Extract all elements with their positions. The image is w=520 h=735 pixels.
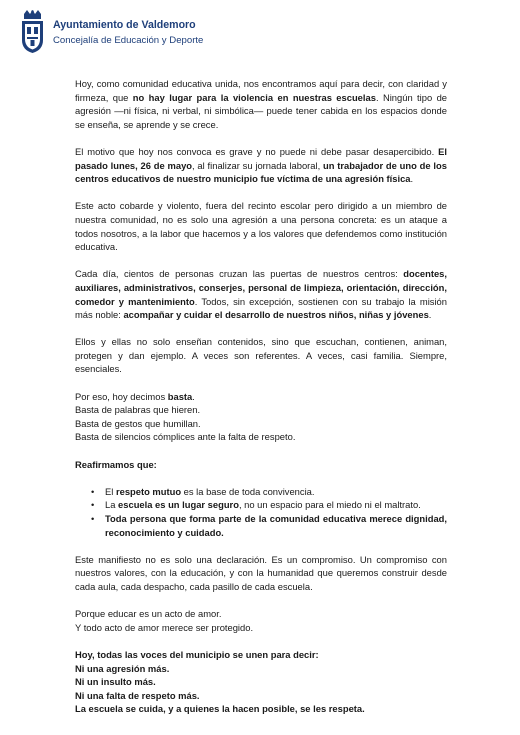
text: , no un espacio para el miedo ni el maltrato. [238,499,421,511]
basta-block [75,390,447,444]
bold-text: no hay lugar para la violencia en nuestras escuelas [132,91,376,103]
paragraph-motivo [75,145,447,186]
basta-intro [75,390,447,404]
basta-line: Basta de gestos que humillan. [75,417,201,429]
paragraph-acto [75,199,447,253]
text: Cada día, cientos de personas cruzan las puertas de nuestros centros: [75,268,404,280]
text: es la base de toda convivencia. [181,485,315,497]
reafirmamos-heading [75,458,447,472]
bullet-icon: • [91,499,95,511]
bold-text: El pasado lunes, 26 de mayo [75,145,447,171]
bold-text: un trabajador de uno de los centros educativos de nuestro municipio fue víctima de una agresión física [75,159,447,185]
closing-line: Hoy, todas las voces del municipio se unen para decir: [75,648,319,660]
text: Ellos y ellas no solo enseñan contenidos, sino que escuchan, contienen, animan, protegen y dan ejemplo. A veces son referentes. A veces, casi familia. Siempre, esenciales. [75,336,447,375]
basta-line: Basta de silencios cómplices ante la falta de respeto. [75,431,296,443]
text: Hoy, como comunidad educativa unida, nos encontramos aquí para decir, con claridad y firmeza, que [75,78,447,103]
text: . Ningún tipo de agresión —ni física, ni verbal, ni simbólica— puede tener cabida en los espacios donde se enseña, se aprende y se crece. [75,91,448,130]
amor-line: Y todo acto de amor merece ser protegido. [75,621,254,633]
closing-line: Ni un insulto más. [75,676,156,688]
bold-text: escuela es un lugar seguro [118,499,239,511]
letterhead [19,10,279,60]
closing-line: Ni una falta de respeto más. [75,689,200,701]
text: , al finalizar su jornada laboral, [192,159,324,171]
text: El motivo que hoy nos convoca es grave y no puede ni debe pasar desapercibido. [75,145,439,157]
list-item [91,512,447,539]
department-name: Concejalía de Educación y Deporte [53,35,204,46]
bold-text: respeto mutuo [115,485,182,497]
closing-block [75,648,447,716]
text: Por eso, hoy decimos [75,390,168,402]
text: . [428,309,432,321]
bullet-icon: • [91,485,95,497]
text: Este acto cobarde y violento, fuera del recinto escolar pero dirigido a un miembro de nuestra comunidad, no es solo una agresión a una persona concreta: es un ataque a todos nosotros, a la labor que hacemos y a los valores que defendemos como institución educativa. [75,200,447,253]
list-item [91,498,447,512]
manifesto-body [75,77,447,730]
text: El [105,485,116,497]
bold-text: basta [167,390,193,402]
values-list [75,485,447,539]
list-item [91,485,447,499]
paragraph-ellos [75,335,447,376]
bold-text: acompañar y cuidar el desarrollo de nuestros niños, niñas y jóvenes [123,309,429,321]
paragraph-personas [75,267,447,321]
bullet-icon: • [91,513,95,524]
amor-line: Porque educar es un acto de amor. [75,608,222,620]
paragraph-manifiesto [75,553,447,594]
amor-block [75,607,447,634]
text: . [410,173,414,185]
coat-of-arms-icon [19,10,46,54]
bold-text: Reafirmamos que: [75,458,157,470]
basta-line: Basta de palabras que hieren. [75,404,201,416]
text: La [105,499,119,511]
closing-line: La escuela se cuida, y a quienes la hacen posible, se les respeta. [75,703,365,715]
text: . [192,390,195,402]
text: Este manifiesto no es solo una declaración. Es un compromiso. Un compromiso con nuestros valores, con la educación, y con la humanidad que queremos construir desde cada aula, cada despacho, cada pasillo de cada escuela. [75,553,447,592]
bold-text: docentes, auxiliares, administrativos, conserjes, personal de limpieza, orientación, dirección, comedor y mantenimiento [75,268,447,307]
text: . Todos, sin excepción, sostienen con su trabajo la misión más noble: [75,295,447,321]
bold-text: Toda persona que forma parte de la comunidad educativa merece dignidad, reconocimiento y cuidado. [105,513,447,538]
organization-name: Ayuntamiento de Valdemoro [53,19,196,31]
closing-line: Ni una agresión más. [75,662,170,674]
paragraph-intro [75,77,447,131]
